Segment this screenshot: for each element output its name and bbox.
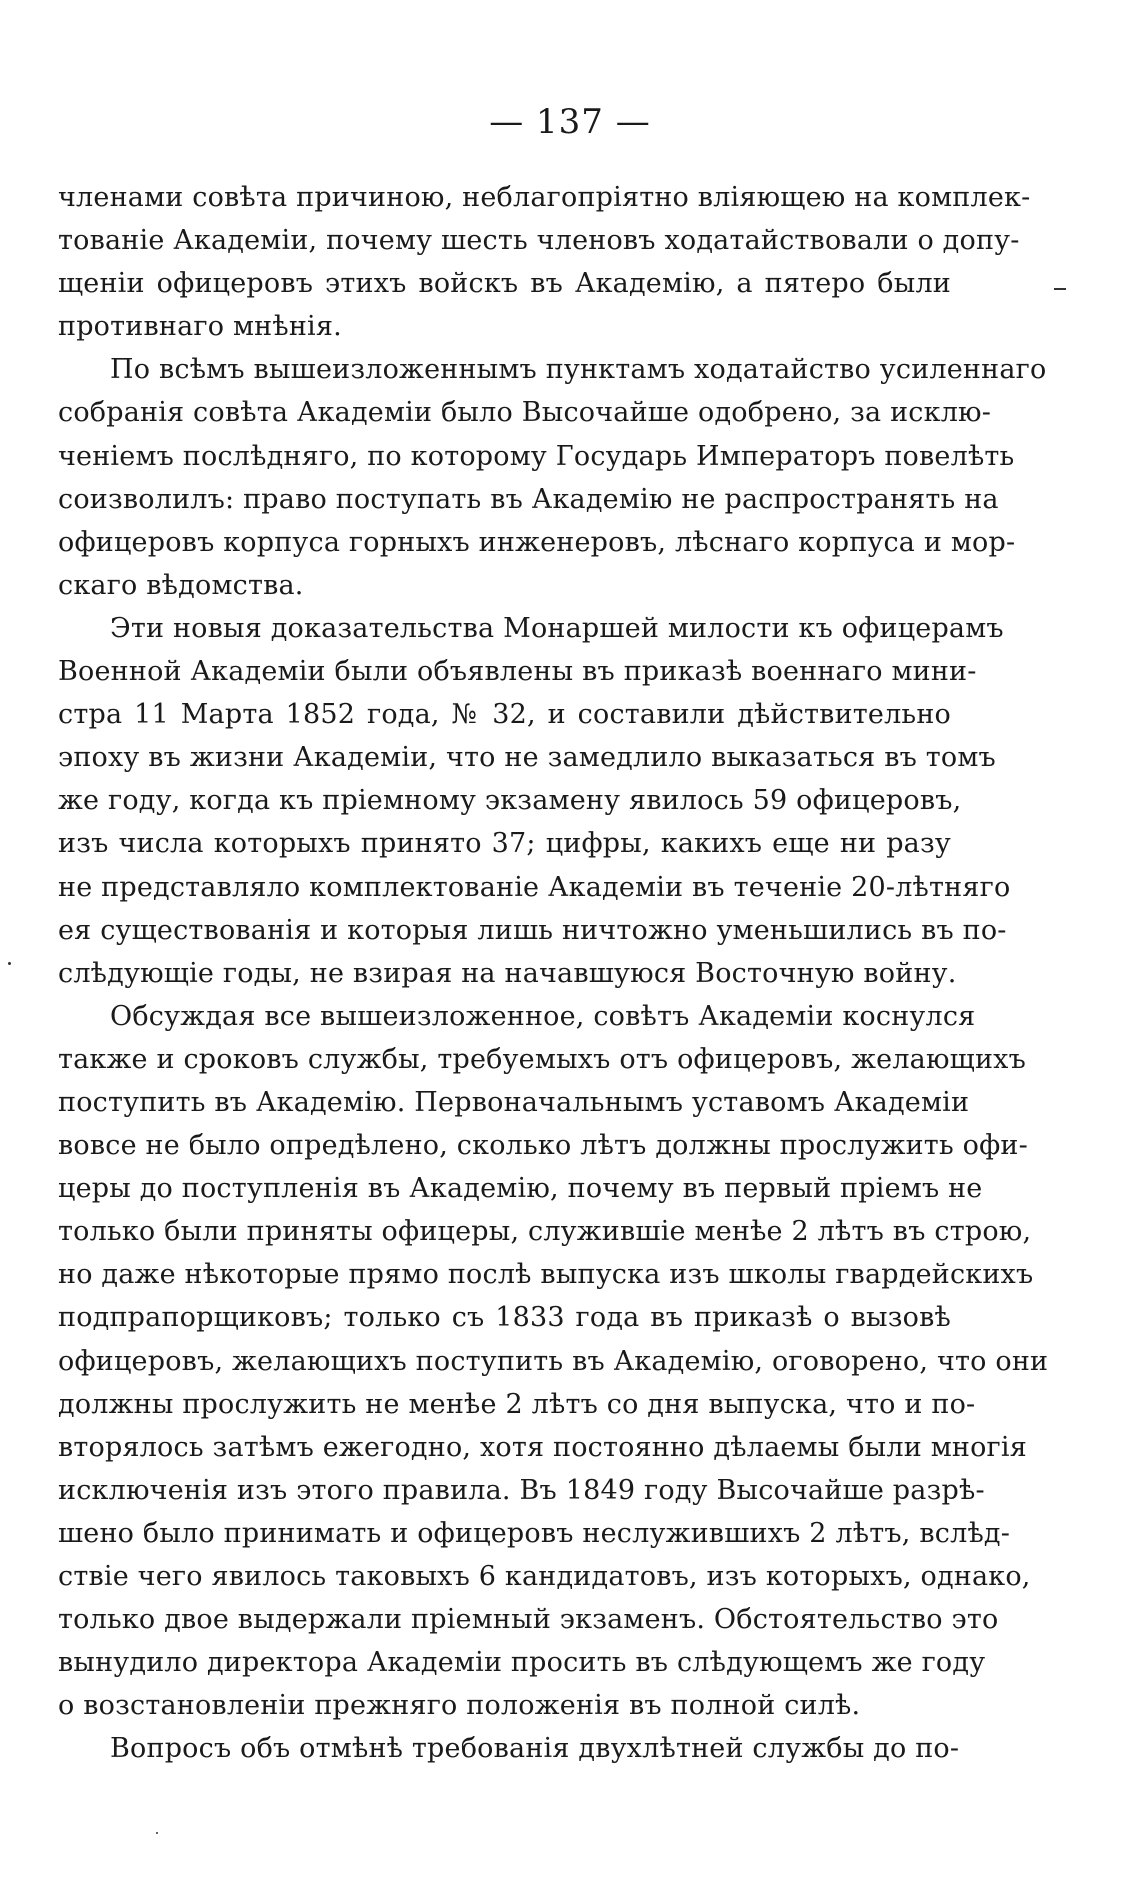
text-line: Эти новыя доказательства Монаршей милости къ офицерамъ xyxy=(110,612,1004,644)
text-line: скаго вѣдомства. xyxy=(58,569,304,601)
text-line: ствіе чего явилось таковыхъ 6 кандидатовъ, изъ которыхъ, однако, xyxy=(58,1561,1031,1592)
text-line: церы до поступленія въ Академію, почему въ первый пріемъ не xyxy=(58,1173,983,1205)
paragraph-2 xyxy=(58,348,1047,607)
text-line: только двое выдержали пріемный экзаменъ. Обстоятельство это xyxy=(58,1604,999,1636)
text-line: членами совѣта причиною, неблагопріятно вліяющею на комплек- xyxy=(58,182,1031,213)
text-line: Вопросъ объ отмѣнѣ требованія двухлѣтней службы до по- xyxy=(110,1733,960,1765)
text-line: исключенія изъ этого правила. Въ 1849 году Высочайше разрѣ- xyxy=(58,1474,985,1506)
margin-dash-mark xyxy=(1054,288,1066,290)
paragraph-1 xyxy=(58,176,1031,348)
text-line: щеніи офицеровъ этихъ войскъ въ Академію, а пятеро были xyxy=(58,268,951,300)
text-line: вынудило директора Академіи просить въ слѣдующемъ же году xyxy=(58,1647,986,1679)
text-line: должны прослужить не менѣе 2 лѣтъ со дня выпуска, что и по- xyxy=(58,1388,976,1420)
text-line: тованіе Академіи, почему шесть членовъ ходатайствовали о допу- xyxy=(58,225,1020,257)
text-line: вовсе не было опредѣлено, сколько лѣтъ должны прослужить офи- xyxy=(58,1130,1028,1162)
paragraph-3 xyxy=(58,607,1011,995)
text-line: подпрапорщиковъ; только съ 1833 года въ приказѣ о вызовѣ xyxy=(58,1302,951,1334)
paragraph-5 xyxy=(58,1727,960,1770)
text-line: По всѣмъ вышеизложеннымъ пунктамъ ходатайство усиленнаго xyxy=(110,354,1047,386)
text-line: ченіемъ послѣдняго, по которому Государь Императоръ повелѣть xyxy=(58,440,1015,472)
text-line: только были приняты офицеры, служившіе менѣе 2 лѣтъ въ строю, xyxy=(58,1216,1032,1248)
page-body xyxy=(58,176,1049,1770)
page-number: — 137 — xyxy=(489,102,651,142)
text-line: но даже нѣкоторые прямо послѣ выпуска изъ школы гвардейскихъ xyxy=(58,1259,1034,1291)
text-line: не представляло комплектованіе Академіи въ теченіе 20-лѣтняго xyxy=(58,871,1011,903)
text-line: стра 11 Марта 1852 года, № 32, и составили дѣйствительно xyxy=(58,699,951,731)
text-line: собранія совѣта Академіи было Высочайше одобрено, за исклю- xyxy=(58,397,992,429)
margin-dot-mark xyxy=(8,962,11,965)
text-line: о возстановленіи прежняго положенія въ полной силѣ. xyxy=(58,1690,861,1722)
text-line: также и сроковъ службы, требуемыхъ отъ офицеровъ, желающихъ xyxy=(58,1043,1026,1075)
text-line: поступить въ Академію. Первоначальнымъ уставомъ Академіи xyxy=(58,1086,970,1118)
text-line: Обсуждая все вышеизложенное, совѣтъ Академіи коснулся xyxy=(110,1000,976,1032)
text-line: соизволилъ: право поступать въ Академію не распространять на xyxy=(58,483,999,515)
text-line: же году, когда къ пріемному экзамену явилось 59 офицеровъ, xyxy=(58,785,962,817)
margin-dot-mark xyxy=(156,1832,158,1834)
text-line: слѣдующіе годы, не взирая на начавшуюся Восточную войну. xyxy=(58,957,957,989)
text-line: Военной Академіи были объявлены въ приказѣ военнаго мини- xyxy=(58,656,977,688)
text-line: ея существованія и которыя лишь ничтожно уменьшились въ по- xyxy=(58,914,1007,946)
text-line: вторялось затѣмъ ежегодно, хотя постоянно дѣлаемы были многія xyxy=(58,1431,1027,1463)
paragraph-4 xyxy=(58,995,1049,1728)
text-line: изъ числа которыхъ принято 37; цифры, какихъ еще ни разу xyxy=(58,828,951,860)
text-line: шено было принимать и офицеровъ неслужившихъ 2 лѣтъ, вслѣд- xyxy=(58,1517,1011,1549)
text-line: офицеровъ, желающихъ поступить въ Академію, оговорено, что они xyxy=(58,1345,1049,1377)
text-line: эпоху въ жизни Академіи, что не замедлило выказаться въ томъ xyxy=(58,742,996,774)
text-line: офицеровъ корпуса горныхъ инженеровъ, лѣснаго корпуса и мор- xyxy=(58,526,1016,558)
text-line: противнаго мнѣнія. xyxy=(58,311,342,343)
